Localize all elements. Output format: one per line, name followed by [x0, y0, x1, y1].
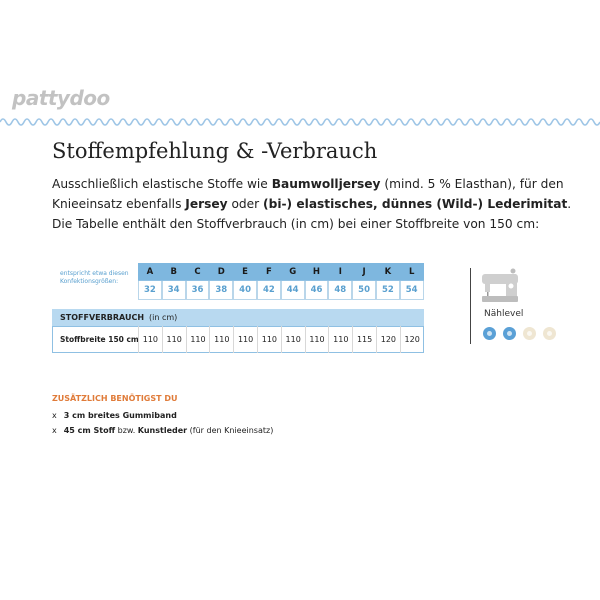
- size-letter: L: [408, 266, 415, 277]
- fabric-value: 120: [400, 326, 424, 353]
- size-letter: G: [289, 266, 297, 277]
- extra-title: ZUSÄTZLICH BENÖTIGST DU: [52, 394, 178, 403]
- size-letter: K: [384, 266, 392, 277]
- fabric-value: 110: [305, 326, 329, 353]
- fabric-header: STOFFVERBRAUCH (in cm): [52, 309, 424, 326]
- extra-item: x 3 cm breites Gummiband: [52, 411, 177, 420]
- size-number: 34: [162, 281, 186, 300]
- size-number: 54: [400, 281, 424, 300]
- extra-item: x 45 cm Stoff bzw. Kunstleder (für den Knieeinsatz): [52, 426, 274, 435]
- level-dot-filled: [483, 327, 496, 340]
- sewing-machine-icon: [480, 268, 520, 304]
- fabric-row-label: Stoffbreite 150 cm: [60, 335, 139, 344]
- size-letter: C: [194, 266, 201, 277]
- fabric-value: 110: [233, 326, 257, 353]
- intro-text: Ausschließlich elastische Stoffe wie Baumwolljersey (mind. 5 % Elasthan), für den Knieeinsatz ebenfalls Jersey oder (bi-) elastisches, dünnes (Wild-) Lederimitat. Die Tabelle enthält den Stoffverbrauch (in cm) bei einer Stoffbreite von 150 cm:: [52, 177, 572, 231]
- fabric-value: 110: [138, 326, 162, 353]
- fabric-value: 120: [376, 326, 400, 353]
- size-number: 32: [138, 281, 162, 300]
- fabric-value: 110: [162, 326, 186, 353]
- size-number: 50: [352, 281, 376, 300]
- size-number: 38: [209, 281, 233, 300]
- size-number: 48: [328, 281, 352, 300]
- wave-divider: [0, 115, 600, 129]
- size-label: entspricht etwa diesen Konfektionsgrößen:: [60, 270, 129, 285]
- size-number: 36: [186, 281, 210, 300]
- fabric-value: 115: [352, 326, 376, 353]
- size-number: 40: [233, 281, 257, 300]
- size-number: 44: [281, 281, 305, 300]
- size-number: 46: [305, 281, 329, 300]
- size-letter: E: [242, 266, 248, 277]
- size-letter: A: [146, 266, 154, 277]
- fabric-value: 110: [186, 326, 210, 353]
- size-letter: D: [217, 266, 225, 277]
- size-letter: H: [312, 266, 321, 277]
- level-divider: [470, 268, 471, 344]
- size-number: 52: [376, 281, 400, 300]
- fabric-value: 110: [257, 326, 281, 353]
- level-label: Nählevel: [484, 309, 524, 319]
- fabric-value: 110: [281, 326, 305, 353]
- size-letter: B: [170, 266, 177, 277]
- page-title: Stoffempfehlung & -Verbrauch: [52, 139, 378, 163]
- level-dot-empty: [543, 327, 556, 340]
- fabric-value: 110: [328, 326, 352, 353]
- pattydoo-logo: pattydoo: [12, 86, 110, 110]
- size-letter: I: [338, 266, 342, 277]
- level-dot-empty: [523, 327, 536, 340]
- fabric-value: 110: [209, 326, 233, 353]
- level-dot-filled: [503, 327, 516, 340]
- size-letter: F: [265, 266, 272, 277]
- size-number: 42: [257, 281, 281, 300]
- size-letter: J: [362, 266, 366, 277]
